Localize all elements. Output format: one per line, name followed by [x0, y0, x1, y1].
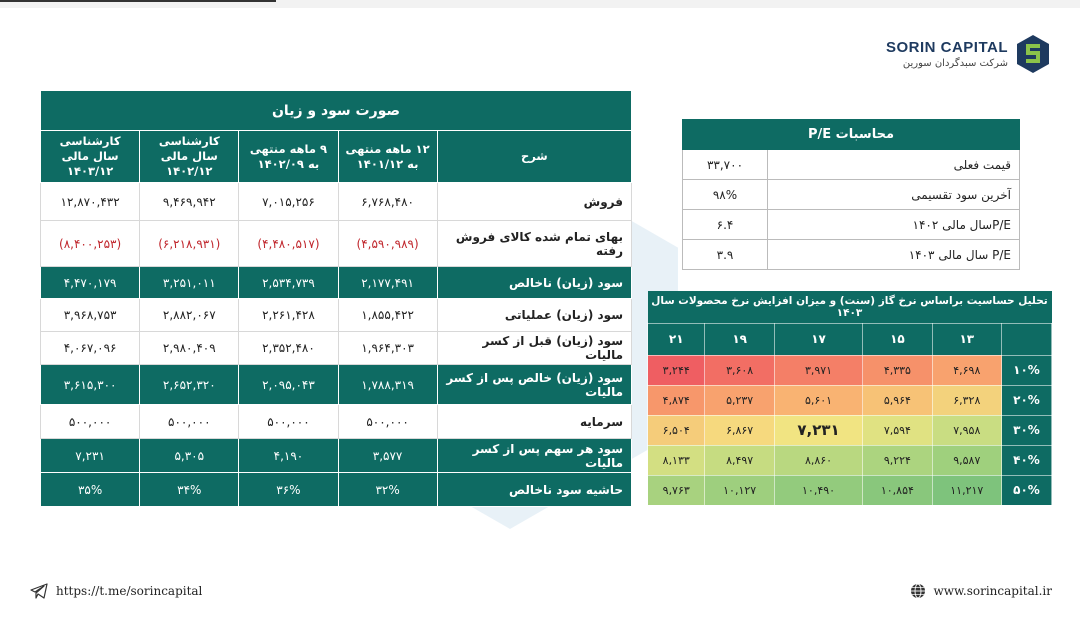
pe-label: قیمت فعلی [768, 150, 1020, 180]
table-row [683, 150, 1020, 180]
cell: ۷,۲۳۱ [41, 439, 140, 473]
cell: ۳۴% [140, 473, 239, 507]
heat-cell: ۳,۲۴۴ [648, 355, 705, 385]
cell: ۲,۱۷۷,۴۹۱ [338, 267, 437, 299]
heat-cell: ۹,۲۲۴ [863, 445, 932, 475]
table-row [648, 385, 1052, 415]
cell: ۴,۱۹۰ [239, 439, 338, 473]
table-row [41, 221, 632, 267]
sensitivity-corner [1002, 323, 1052, 355]
website-link[interactable] [910, 583, 1053, 599]
cell: ۲,۲۶۱,۴۲۸ [239, 299, 338, 332]
website-url[interactable]: www.sorincapital.ir [933, 584, 1052, 598]
heat-cell: ۴,۸۷۴ [648, 385, 705, 415]
row-label: فروش [437, 183, 631, 221]
header-col1: ۱۲ ماهه منتهی به ۱۴۰۱/۱۲ [338, 131, 437, 183]
pe-value: ۹۸% [683, 180, 768, 210]
pe-value: ۳۳,۷۰۰ [683, 150, 768, 180]
heat-cell-highlight: ۷,۲۳۱ [774, 415, 862, 445]
telegram-url[interactable]: https://t.me/sorincapital [56, 584, 203, 598]
row-label: سود هر سهم پس از کسر مالیات [437, 439, 631, 473]
cell: ۲,۸۸۲,۰۶۷ [140, 299, 239, 332]
heat-cell: ۶,۵۰۴ [648, 415, 705, 445]
cell: ۵۰۰,۰۰۰ [140, 405, 239, 439]
table-row [41, 473, 632, 507]
cell: ۳,۵۷۷ [338, 439, 437, 473]
income-statement-title: صورت سود و زیان [41, 91, 632, 131]
table-row [683, 240, 1020, 270]
cell: ۵۰۰,۰۰۰ [239, 405, 338, 439]
cell: ۳,۲۵۱,۰۱۱ [140, 267, 239, 299]
cell: ۱,۸۵۵,۴۲۲ [338, 299, 437, 332]
table-row [41, 405, 632, 439]
row-header: ۳۰% [1002, 415, 1052, 445]
column-header: ۱۵ [863, 323, 932, 355]
header-col2: ۹ ماهه منتهی به ۱۴۰۲/۰۹ [239, 131, 338, 183]
heat-cell: ۹,۷۶۳ [648, 475, 705, 505]
cell: (۴,۵۹۰,۹۸۹) [338, 221, 437, 267]
cell: ۱۲,۸۷۰,۴۳۲ [41, 183, 140, 221]
heat-cell: ۱۰,۱۲۷ [705, 475, 774, 505]
pe-value: ۳.۹ [683, 240, 768, 270]
cell: (۴,۴۸۰,۵۱۷) [239, 221, 338, 267]
row-header: ۱۰% [1002, 355, 1052, 385]
heat-cell: ۸,۴۹۷ [705, 445, 774, 475]
table-row [41, 365, 632, 405]
table-row [648, 415, 1052, 445]
row-label: سود (زیان) ناخالص [437, 267, 631, 299]
heat-cell: ۵,۹۶۴ [863, 385, 932, 415]
cell: ۲,۳۵۲,۴۸۰ [239, 332, 338, 365]
row-label: بهای تمام شده کالای فروش رفته [437, 221, 631, 267]
pe-label: آخرین سود تقسیمی [768, 180, 1020, 210]
globe-icon [910, 583, 926, 599]
telegram-link[interactable] [30, 583, 202, 599]
cell: ۹,۴۶۹,۹۴۲ [140, 183, 239, 221]
cell: ۲,۹۸۰,۴۰۹ [140, 332, 239, 365]
heat-cell: ۱۰,۴۹۰ [774, 475, 862, 505]
sensitivity-title: تحلیل حساسیت براساس نرخ گاز (سنت) و میزان افزایش نرخ محصولات سال ۱۴۰۳ [648, 291, 1052, 323]
row-label: سود (زیان) عملیاتی [437, 299, 631, 332]
heat-cell: ۹,۵۸۷ [932, 445, 1001, 475]
sensitivity-table [647, 291, 1052, 506]
heat-cell: ۵,۲۳۷ [705, 385, 774, 415]
table-row [41, 183, 632, 221]
heat-cell: ۶,۳۲۸ [932, 385, 1001, 415]
table-row [648, 445, 1052, 475]
top-bar [0, 0, 1080, 8]
row-label: حاشیه سود ناخالص [437, 473, 631, 507]
cell: ۵۰۰,۰۰۰ [41, 405, 140, 439]
brand-logo [886, 34, 1050, 74]
brand-name: SORIN CAPITAL [885, 39, 1008, 56]
cell: ۱,۹۶۴,۳۰۳ [338, 332, 437, 365]
cell: ۵,۳۰۵ [140, 439, 239, 473]
cell: ۷,۰۱۵,۲۵۶ [239, 183, 338, 221]
cell: ۳۶% [239, 473, 338, 507]
table-row [683, 210, 1020, 240]
table-row [41, 299, 632, 332]
row-label: سود (زیان) قبل از کسر مالیات [437, 332, 631, 365]
heat-cell: ۸,۱۳۳ [648, 445, 705, 475]
cell: ۳,۶۱۵,۳۰۰ [41, 365, 140, 405]
heat-cell: ۳,۹۷۱ [774, 355, 862, 385]
row-header: ۵۰% [1002, 475, 1052, 505]
top-bar-indicator [0, 0, 276, 2]
column-header: ۱۷ [774, 323, 862, 355]
heat-cell: ۷,۹۵۸ [932, 415, 1001, 445]
pe-title: محاسبات P/E [683, 120, 1020, 150]
cell: ۶,۷۶۸,۴۸۰ [338, 183, 437, 221]
table-row [41, 439, 632, 473]
header-col3: کارشناسی سال مالی ۱۴۰۲/۱۲ [140, 131, 239, 183]
cell: ۳,۹۶۸,۷۵۳ [41, 299, 140, 332]
telegram-icon [30, 583, 48, 599]
cell: ۴,۰۶۷,۰۹۶ [41, 332, 140, 365]
cell: ۳۲% [338, 473, 437, 507]
cell: (۶,۲۱۸,۹۳۱) [140, 221, 239, 267]
heat-cell: ۵,۶۰۱ [774, 385, 862, 415]
sorin-hexagon-icon [1016, 34, 1050, 74]
heat-cell: ۳,۶۰۸ [705, 355, 774, 385]
table-row [41, 332, 632, 365]
heat-cell: ۷,۵۹۴ [863, 415, 932, 445]
heat-cell: ۸,۸۶۰ [774, 445, 862, 475]
cell: ۲,۵۳۴,۷۳۹ [239, 267, 338, 299]
table-row [648, 475, 1052, 505]
heat-cell: ۱۰,۸۵۴ [863, 475, 932, 505]
brand-subtitle: شرکت سبدگردان سورین [902, 58, 1008, 69]
cell: ۱,۷۸۸,۳۱۹ [338, 365, 437, 405]
column-header: ۱۹ [705, 323, 774, 355]
row-label: سرمایه [437, 405, 631, 439]
table-row [683, 180, 1020, 210]
pe-value: ۶.۴ [683, 210, 768, 240]
header-col4: کارشناسی سال مالی ۱۴۰۳/۱۲ [41, 131, 140, 183]
cell: ۴,۴۷۰,۱۷۹ [41, 267, 140, 299]
heat-cell: ۱۱,۲۱۷ [932, 475, 1001, 505]
row-header: ۲۰% [1002, 385, 1052, 415]
column-header: ۲۱ [648, 323, 705, 355]
pe-table [682, 119, 1020, 270]
cell: ۳۵% [41, 473, 140, 507]
table-row [648, 355, 1052, 385]
table-row [41, 267, 632, 299]
income-statement-table [40, 90, 632, 507]
heat-cell: ۶,۸۶۷ [705, 415, 774, 445]
pe-label: P/Eسال مالی ۱۴۰۲ [768, 210, 1020, 240]
heat-cell: ۴,۶۹۸ [932, 355, 1001, 385]
cell: ۲,۶۵۲,۳۲۰ [140, 365, 239, 405]
row-label: سود (زیان) خالص پس از کسر مالیات [437, 365, 631, 405]
cell: ۵۰۰,۰۰۰ [338, 405, 437, 439]
cell: ۲,۰۹۵,۰۴۳ [239, 365, 338, 405]
row-header: ۴۰% [1002, 445, 1052, 475]
cell: (۸,۴۰۰,۲۵۳) [41, 221, 140, 267]
pe-label: P/E سال مالی ۱۴۰۳ [768, 240, 1020, 270]
column-header: ۱۳ [932, 323, 1001, 355]
header-label: شرح [437, 131, 631, 183]
heat-cell: ۴,۳۳۵ [863, 355, 932, 385]
